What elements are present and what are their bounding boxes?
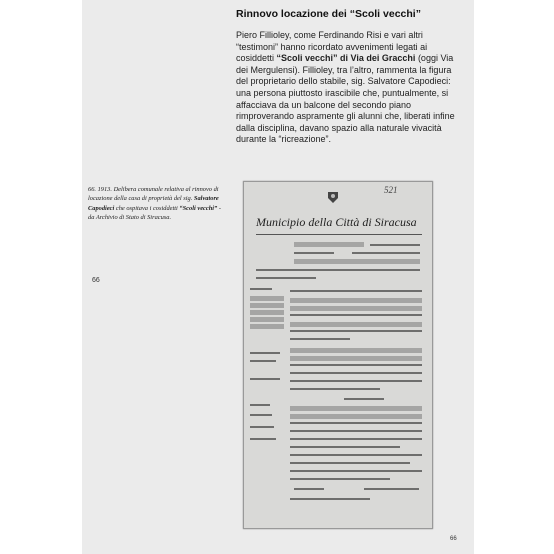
caption-part1: 66. 1913. Delibera comunale relativa al rinnovo di locazione della casa di proprietà del sig. xyxy=(88,186,219,203)
document-rule xyxy=(256,234,422,235)
document-text-line xyxy=(290,446,400,448)
document-highlight-line xyxy=(250,303,284,308)
document-text-line xyxy=(294,252,334,254)
document-highlight-line xyxy=(290,356,422,361)
caption-bold2: “Scoli vecchi” xyxy=(179,204,218,212)
document-highlight-line xyxy=(290,298,422,303)
document-text-line xyxy=(290,314,422,316)
document-text-line xyxy=(290,372,422,374)
body-text-part2: (oggi Via dei Mergulensi). Fillioley, tra l’altro, rammenta la figura del proprietario dello stabile, sig. Salvatore Capodieci: una persona piuttosto irascibile che, puntualmente, si affacciava da un balcone del secondo piano rimproverando aspramente gli alunni che, liberati infine dalla disciplina, davano spazio alla naturale vivacità durante la “ricreazione”. xyxy=(236,53,455,145)
side-page-number: 66 xyxy=(92,277,100,284)
document-highlight-line xyxy=(290,414,422,419)
document-highlight-line xyxy=(294,242,364,247)
document-highlight-line xyxy=(250,296,284,301)
document-highlight-line xyxy=(250,317,284,322)
footer-page-number: 66 xyxy=(450,536,457,542)
document-text-line xyxy=(250,414,272,416)
document-text-line xyxy=(290,290,422,292)
document-highlight-line xyxy=(290,348,422,353)
document-corner-number: 521 xyxy=(384,185,398,195)
document-text-line xyxy=(256,269,420,271)
document-text-line xyxy=(250,426,274,428)
document-text-line xyxy=(250,360,276,362)
document-text-line xyxy=(290,380,422,382)
document-text-line xyxy=(250,288,272,290)
document-text-line xyxy=(290,364,422,366)
document-text-line xyxy=(250,378,280,380)
article-heading: Rinnovo locazione dei “Scoli vecchi” xyxy=(236,8,421,20)
document-text-line xyxy=(250,438,276,440)
body-text-part1: Piero Fillioley, come Ferdinando Risi e vari altri “testimoni” hanno ricordato avvenimenti legati ai cosiddetti xyxy=(236,30,428,64)
document-highlight-line xyxy=(250,310,284,315)
document-text-line xyxy=(344,398,384,400)
document-text-line xyxy=(290,498,370,500)
document-text-line xyxy=(290,454,422,456)
caption-part3: - da Archivio di Stato di Siracusa. xyxy=(88,204,221,222)
figure-caption xyxy=(88,185,228,223)
document-text-line xyxy=(290,422,422,424)
document-text-line xyxy=(290,330,422,332)
document-text-line xyxy=(290,338,350,340)
document-text-line xyxy=(364,488,419,490)
caption-part2: che ospitava i cosiddetti xyxy=(114,204,180,212)
document-text-line xyxy=(290,462,410,464)
document-text-line xyxy=(290,470,422,472)
document-title: Municipio della Città di Siracusa xyxy=(256,215,417,229)
body-text-bold: “Scoli vecchi” di Via dei Gracchi xyxy=(276,53,416,64)
document-text-line xyxy=(290,430,422,432)
document-highlight-line xyxy=(294,259,420,264)
document-highlight-line xyxy=(290,322,422,327)
document-text-line xyxy=(370,244,420,246)
document-text-line xyxy=(352,252,420,254)
document-highlight-line xyxy=(290,406,422,411)
document-text-line xyxy=(290,438,422,440)
caption-bold1: Salvatore Capodieci xyxy=(88,195,219,212)
document-highlight-line xyxy=(250,324,284,329)
document-text-line xyxy=(290,478,390,480)
document-text-line xyxy=(294,488,324,490)
article-body xyxy=(236,30,456,146)
archival-document-image xyxy=(243,181,433,529)
document-text-line xyxy=(290,388,380,390)
document-text-line xyxy=(256,277,316,279)
document-highlight-line xyxy=(290,306,422,311)
coat-of-arms-icon xyxy=(327,190,339,204)
document-text-line xyxy=(250,352,280,354)
document-text-line xyxy=(250,404,270,406)
